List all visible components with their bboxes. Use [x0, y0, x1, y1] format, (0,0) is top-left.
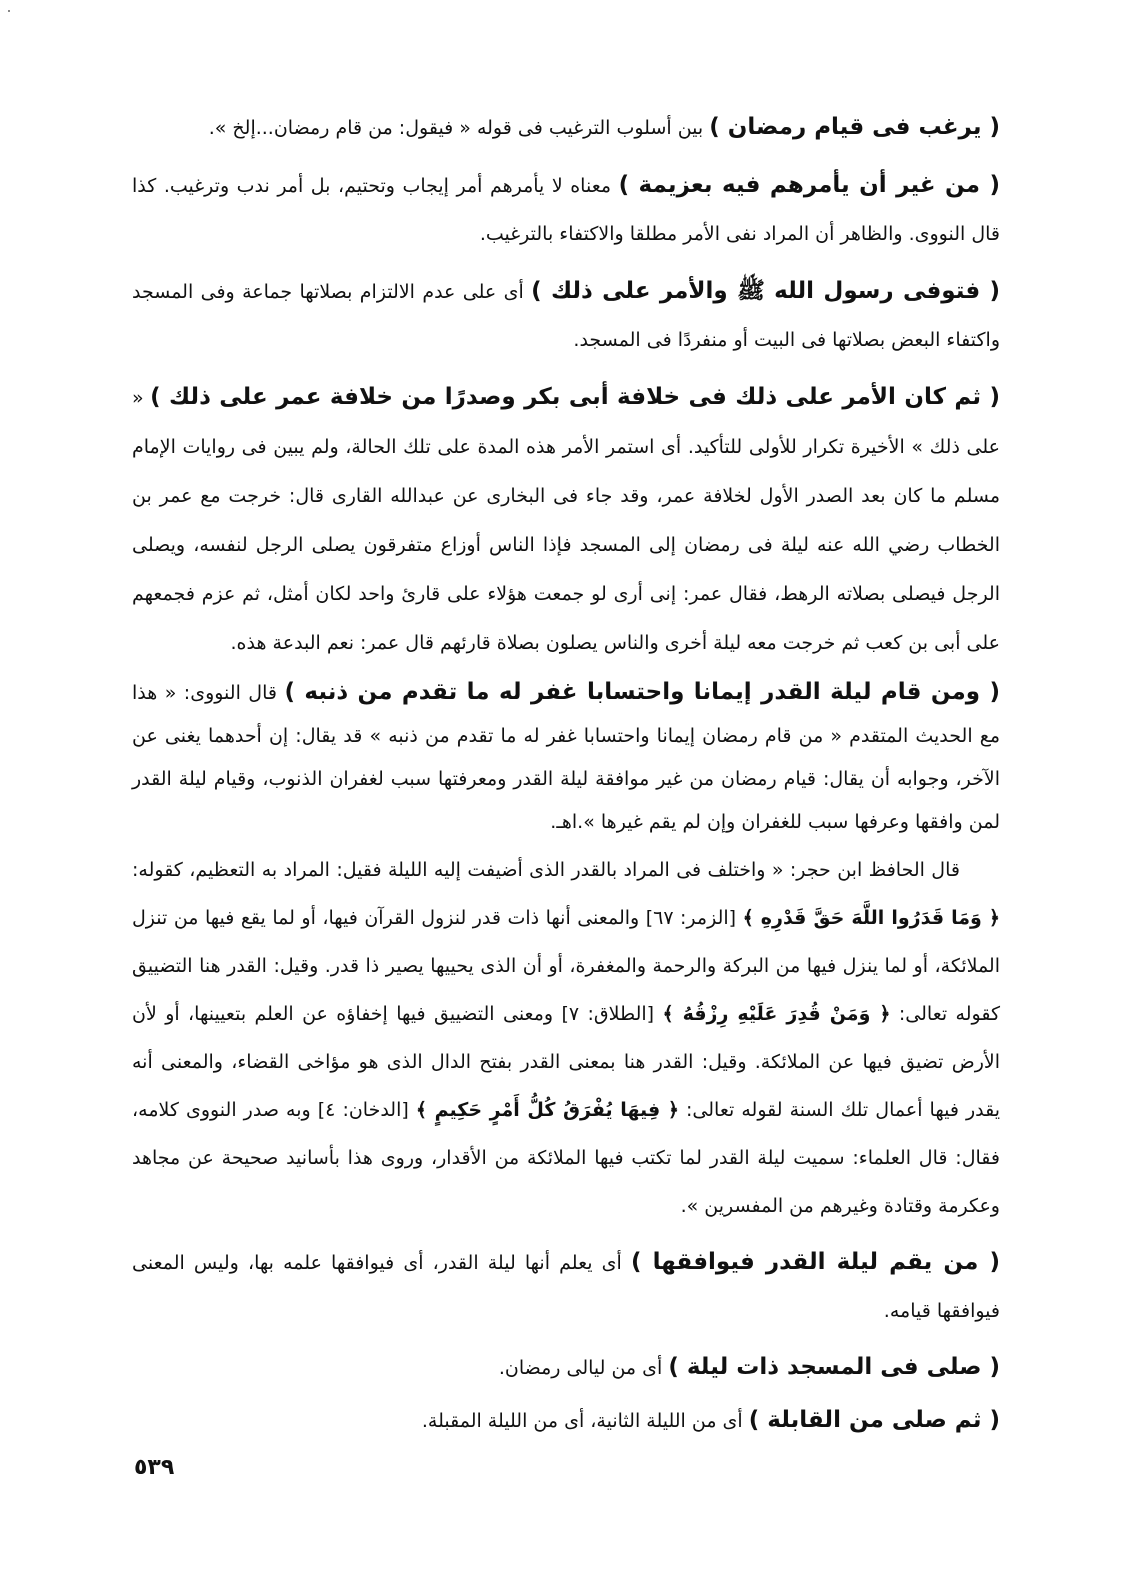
commentary-text: قال الحافظ ابن حجر: « واختلف فى المراد بالقدر الذى أضيفت إليه الليلة فقيل: المراد به التعظيم، كقوله: [132, 859, 960, 881]
commentary-text: [الدخان: ٤] وبه صدر النووى كلامه، فقال: قال العلماء: سميت ليلة القدر لما تكتب فيها الملائكة من الأقدار، وروى هذا بأسانيد صحيحة عن مجاهد وعكرمة وقتادة وغيرهم من المفسرين ». [132, 1099, 1000, 1217]
commentary-text: بين أسلوب الترغيب فى قوله « فيقول: من قام رمضان...إلخ ». [208, 117, 710, 139]
paragraph-salla-fil-masjid [132, 1343, 1000, 1392]
scan-speck [8, 10, 10, 12]
lemma-heading: ( صلى فى المسجد ذات ليلة ) [668, 1354, 1000, 1380]
lemma-heading: ( من غير أن يأمرهم فيه بعزيمة ) [618, 172, 1000, 198]
commentary-text: [الزمر: ٦٧] والمعنى أنها ذات قدر لنزول القرآن فيها، أو لما يقع فيها من تنزل الملائكة، أو لما ينزل فيها من البركة والرحمة والمغفرة، أو أن الذى يحييها يصير ذا قدر. وقيل: القدر هنا التضييق كقوله تعالى: [132, 907, 1000, 1025]
quran-quote: ﴿ فِيهَا يُفْرَقُ كُلُّ أَمْرٍ حَكِيمٍ ﴾ [415, 1099, 679, 1121]
commentary-text: معناه لا يأمرهم أمر إيجاب وتحتيم، بل أمر ندب وترغيب. كذا قال النووى. والظاهر أن المراد نفى الأمر مطلقا والاكتفاء بالترغيب. [132, 175, 1000, 245]
paragraph-laylat-al-qadr [132, 671, 1000, 844]
paragraph-yuwafiquha [132, 1238, 1000, 1335]
paragraph-caliphate [132, 373, 1000, 668]
paragraph-azima [132, 161, 1000, 258]
paragraph-ibn-hajar [132, 846, 1000, 1230]
commentary-text: « على ذلك » الأخيرة تكرار للأولى للتأكيد. أى استمر الأمر هذه المدة على تلك الحالة، ولم يبين فى روايات الإمام مسلم ما كان بعد الصدر الأول لخلافة عمر، وقد جاء فى البخارى عن عبدالله القارى قال: خرجت مع عمر بن الخطاب رضي الله عنه ليلة فى رمضان إلى المسجد فإذا الناس أوزاع متفرقون يصلى الرجل لنفسه، ويصلى الرجل فيصلى بصلاته الرهط، فقال عمر: إنى أرى لو جمعت هؤلاء على قارئ واحد لكان أمثل، ثم عزم فجمعهم على أبى بن كعب ثم خرجت معه ليلة أخرى والناس يصلون بصلاة قارئهم قال عمر: نعم البدعة هذه. [132, 387, 1000, 654]
paragraph-qiyam-ramadan [132, 103, 1000, 152]
lemma-heading: ( من يقم ليلة القدر فيوافقها ) [630, 1249, 1000, 1275]
lemma-heading: ( فتوفى رسول الله ﷺ والأمر على ذلك ) [531, 278, 1000, 304]
commentary-text: أى على عدم الالتزام بصلاتها جماعة وفى المسجد واكتفاء البعض بصلاتها فى البيت أو منفردًا فى المسجد. [132, 281, 1000, 351]
paragraph-al-qabila [132, 1396, 1000, 1445]
lemma-heading: ( ثم صلى من القابلة ) [748, 1407, 1000, 1433]
commentary-text: أى من الليلة الثانية، أى من الليلة المقبلة. [421, 1410, 749, 1432]
lemma-heading: ( يرغب فى قيام رمضان ) [709, 114, 1000, 140]
quran-quote: ﴿ وَمَا قَدَرُوا اللَّهَ حَقَّ قَدْرِهِ ﴾ [742, 907, 1001, 929]
page-number: ٥٣٩ [134, 1455, 175, 1480]
commentary-text: [الطلاق: ٧] ومعنى التضييق فيها إخفاؤه عن العلم بتعيينها، أو لأن الأرض تضيق فيها عن الملائكة. وقيل: القدر هنا بمعنى القدر بفتح الدال الذى هو مؤاخى القضاء، والمعنى أنه يقدر فيها أعمال تلك السنة لقوله تعالى: [132, 1003, 1001, 1121]
quran-quote: ﴿ وَمَنْ قُدِرَ عَلَيْهِ رِزْقُهُ ﴾ [662, 1003, 891, 1025]
commentary-text: أى من ليالى رمضان. [498, 1357, 669, 1379]
commentary-text: قال النووى: « هذا مع الحديث المتقدم « من قام رمضان إيمانا واحتسابا غفر له ما تقدم من ذنبه » قد يقال: إن أحدهما يغنى عن الآخر، وجوابه أن يقال: قيام رمضان من غير موافقة ليلة القدر ومعرفتها سبب لغفران الذنوب، وقيام ليلة القدر لمن وافقها وعرفها سبب للغفران وإن لم يقم غيرها ».اهـ. [132, 682, 1000, 833]
paragraph-death-of-prophet [132, 267, 1000, 364]
commentary-text: أى يعلم أنها ليلة القدر، أى فيوافقها علمه بها، وليس المعنى فيوافقها قيامه. [132, 1252, 1000, 1322]
lemma-heading: ( ومن قام ليلة القدر إيمانا واحتسابا غفر له ما تقدم من ذنبه ) [284, 679, 1000, 705]
lemma-heading: ( ثم كان الأمر على ذلك فى خلافة أبى بكر وصدرًا من خلافة عمر على ذلك ) [150, 384, 1000, 410]
